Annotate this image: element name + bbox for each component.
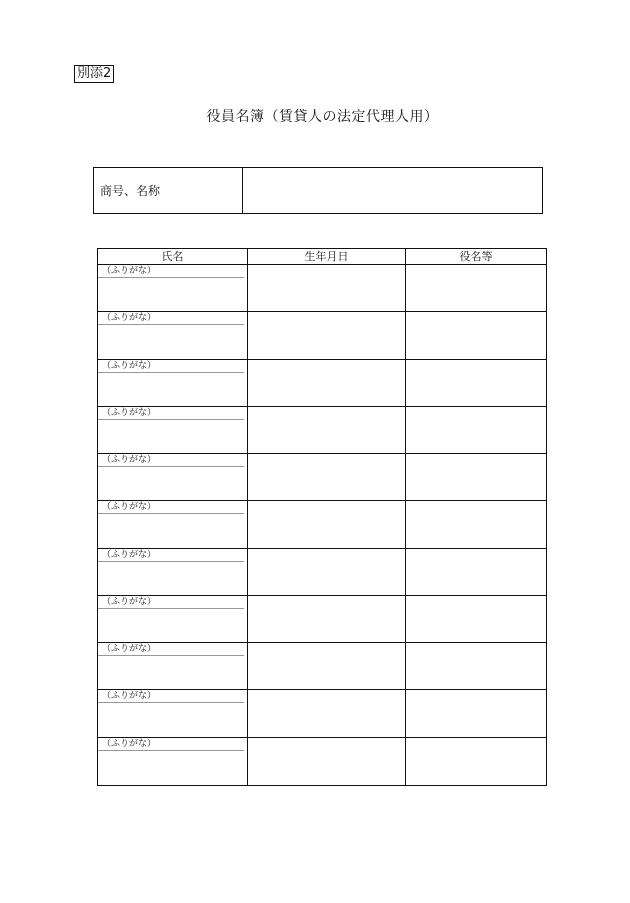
officer-birthdate-cell[interactable] — [248, 596, 406, 643]
company-name-label: 商号、名称 — [94, 168, 243, 213]
document-title: 役員名簿（賃貸人の法定代理人用） — [206, 109, 439, 125]
furigana-divider — [98, 466, 244, 467]
officer-birthdate-cell[interactable] — [248, 312, 406, 359]
officer-position-cell[interactable] — [406, 407, 546, 454]
furigana-label: （ふりがな） — [102, 313, 157, 324]
furigana-label: （ふりがな） — [102, 596, 157, 607]
officer-name-cell[interactable] — [98, 454, 248, 501]
officer-name-cell[interactable] — [98, 360, 248, 407]
furigana-label: （ふりがな） — [102, 644, 157, 655]
officer-birthdate-cell[interactable] — [248, 690, 406, 737]
officer-birthdate-cell[interactable] — [248, 407, 406, 454]
furigana-label: （ふりがな） — [102, 455, 157, 466]
furigana-label: （ふりがな） — [102, 549, 157, 560]
officer-position-cell[interactable] — [406, 596, 546, 643]
officer-birthdate-cell[interactable] — [248, 643, 406, 690]
officer-name-cell[interactable] — [98, 265, 248, 312]
officer-position-cell[interactable] — [406, 265, 546, 312]
annex-label: 別添2 — [74, 65, 114, 83]
officer-position-cell[interactable] — [406, 690, 546, 737]
officer-birthdate-cell[interactable] — [248, 360, 406, 407]
officer-name-cell[interactable] — [98, 738, 248, 785]
furigana-divider — [98, 702, 244, 703]
company-name-field[interactable] — [243, 168, 542, 213]
furigana-label: （ふりがな） — [102, 738, 157, 749]
furigana-label: （ふりがな） — [102, 691, 157, 702]
officer-name-cell[interactable] — [98, 501, 248, 548]
company-name-table — [93, 167, 543, 214]
furigana-divider — [98, 608, 244, 609]
officer-name-cell[interactable] — [98, 690, 248, 737]
officer-birthdate-cell[interactable] — [248, 265, 406, 312]
officer-position-cell[interactable] — [406, 454, 546, 501]
furigana-divider — [98, 513, 244, 514]
officers-table — [97, 248, 547, 786]
furigana-divider — [98, 750, 244, 751]
furigana-divider — [98, 419, 244, 420]
furigana-label: （ふりがな） — [102, 266, 157, 276]
officer-position-cell[interactable] — [406, 643, 546, 690]
header-name: 氏名 — [98, 249, 248, 265]
officer-name-cell[interactable] — [98, 312, 248, 359]
officer-birthdate-cell[interactable] — [248, 454, 406, 501]
furigana-divider — [98, 561, 244, 562]
officer-position-cell[interactable] — [406, 501, 546, 548]
furigana-label: （ふりがな） — [102, 407, 157, 418]
officer-name-cell[interactable] — [98, 643, 248, 690]
officer-name-cell[interactable] — [98, 596, 248, 643]
furigana-label: （ふりがな） — [102, 502, 157, 513]
header-position: 役名等 — [406, 249, 546, 265]
furigana-label: （ふりがな） — [102, 360, 157, 371]
officer-position-cell[interactable] — [406, 312, 546, 359]
officer-position-cell[interactable] — [406, 738, 546, 785]
furigana-divider — [98, 655, 244, 656]
officer-position-cell[interactable] — [406, 549, 546, 596]
officer-position-cell[interactable] — [406, 360, 546, 407]
furigana-divider — [98, 324, 244, 325]
furigana-divider — [98, 277, 244, 278]
officer-birthdate-cell[interactable] — [248, 549, 406, 596]
officer-name-cell[interactable] — [98, 549, 248, 596]
officer-birthdate-cell[interactable] — [248, 738, 406, 785]
officer-name-cell[interactable] — [98, 407, 248, 454]
officer-birthdate-cell[interactable] — [248, 501, 406, 548]
header-birthdate: 生年月日 — [248, 249, 406, 265]
furigana-divider — [98, 372, 244, 373]
